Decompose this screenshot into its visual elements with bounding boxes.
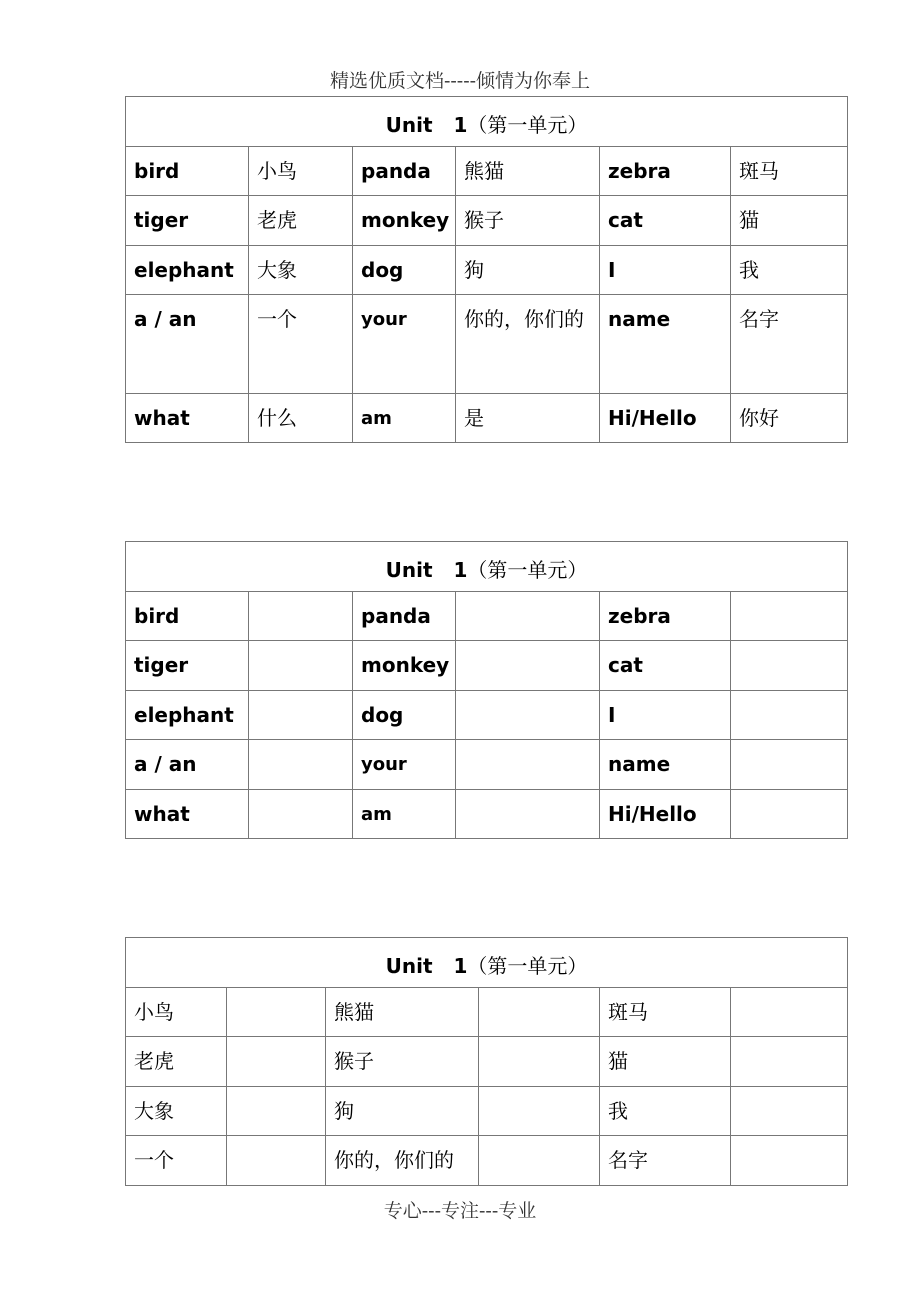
- title-english: Unit 1: [385, 954, 468, 978]
- chinese-word-cell: 小鸟: [249, 147, 353, 196]
- title-english: Unit 1: [385, 558, 468, 582]
- blank-answer-cell[interactable]: [731, 1037, 848, 1087]
- chinese-word-cell: 老虎: [249, 196, 353, 246]
- chinese-word-cell: 狗: [456, 246, 600, 295]
- english-word-cell: I: [600, 246, 731, 295]
- chinese-word-cell: 猴子: [456, 196, 600, 246]
- chinese-word-cell: 什么: [249, 394, 353, 443]
- table-row: [126, 691, 848, 740]
- chinese-word-cell: 斑马: [600, 988, 731, 1037]
- table-row: [126, 196, 848, 246]
- english-word-cell: am: [353, 394, 456, 443]
- table-title: [126, 938, 848, 988]
- chinese-word-cell: 你的，你们的: [456, 295, 600, 394]
- blank-answer-cell[interactable]: [456, 740, 600, 790]
- english-word-cell: tiger: [126, 641, 249, 691]
- table-row: [126, 295, 848, 394]
- page-footer: 专心---专注---专业: [383, 1200, 537, 1222]
- english-word-cell: cat: [600, 196, 731, 246]
- english-word-cell: a / an: [126, 740, 249, 790]
- vocab-table-english-chinese: [125, 96, 848, 443]
- chinese-word-cell: 熊猫: [456, 147, 600, 196]
- blank-answer-cell[interactable]: [731, 988, 848, 1037]
- blank-answer-cell[interactable]: [479, 1136, 600, 1186]
- chinese-word-cell: 你好: [731, 394, 848, 443]
- english-word-cell: Hi/Hello: [600, 394, 731, 443]
- page-header: 精选优质文档-----倾情为你奉上: [329, 70, 591, 92]
- chinese-word-cell: 一个: [126, 1136, 227, 1186]
- table-row: [126, 1087, 848, 1136]
- english-word-cell: monkey: [353, 641, 456, 691]
- chinese-word-cell: 猫: [731, 196, 848, 246]
- chinese-word-cell: 熊猫: [326, 988, 479, 1037]
- blank-answer-cell[interactable]: [731, 592, 848, 641]
- title-english: Unit 1: [385, 113, 468, 137]
- english-word-cell: what: [126, 394, 249, 443]
- chinese-word-cell: 我: [731, 246, 848, 295]
- chinese-word-cell: 一个: [249, 295, 353, 394]
- blank-answer-cell[interactable]: [456, 691, 600, 740]
- table-row: [126, 394, 848, 443]
- table-row: [126, 740, 848, 790]
- blank-answer-cell[interactable]: [479, 988, 600, 1037]
- english-word-cell: name: [600, 740, 731, 790]
- blank-answer-cell[interactable]: [249, 691, 353, 740]
- table-row: [126, 641, 848, 691]
- english-word-cell: elephant: [126, 246, 249, 295]
- table-title: [126, 97, 848, 147]
- english-word-cell: zebra: [600, 592, 731, 641]
- english-word-cell: I: [600, 691, 731, 740]
- chinese-word-cell: 名字: [600, 1136, 731, 1186]
- english-word-cell: a / an: [126, 295, 249, 394]
- english-word-cell: tiger: [126, 196, 249, 246]
- english-word-cell: what: [126, 790, 249, 839]
- english-word-cell: Hi/Hello: [600, 790, 731, 839]
- english-word-cell: elephant: [126, 691, 249, 740]
- english-word-cell: dog: [353, 691, 456, 740]
- english-word-cell: dog: [353, 246, 456, 295]
- table-row: [126, 988, 848, 1037]
- table-row: [126, 592, 848, 641]
- english-word-cell: name: [600, 295, 731, 394]
- english-word-cell: monkey: [353, 196, 456, 246]
- english-word-cell: cat: [600, 641, 731, 691]
- english-word-cell: zebra: [600, 147, 731, 196]
- chinese-word-cell: 是: [456, 394, 600, 443]
- title-chinese: （第一单元）: [467, 113, 588, 137]
- vocab-table-chinese-blank: [125, 937, 848, 1186]
- english-word-cell: bird: [126, 147, 249, 196]
- blank-answer-cell[interactable]: [249, 790, 353, 839]
- blank-answer-cell[interactable]: [456, 592, 600, 641]
- blank-answer-cell[interactable]: [731, 1087, 848, 1136]
- table-row: [126, 1136, 848, 1186]
- title-chinese: （第一单元）: [467, 954, 588, 978]
- chinese-word-cell: 大象: [126, 1087, 227, 1136]
- blank-answer-cell[interactable]: [227, 1136, 326, 1186]
- blank-answer-cell[interactable]: [731, 740, 848, 790]
- title-chinese: （第一单元）: [467, 558, 588, 582]
- blank-answer-cell[interactable]: [731, 691, 848, 740]
- blank-answer-cell[interactable]: [456, 790, 600, 839]
- blank-answer-cell[interactable]: [227, 1087, 326, 1136]
- blank-answer-cell[interactable]: [249, 641, 353, 691]
- english-word-cell: bird: [126, 592, 249, 641]
- table-title-row: [126, 542, 848, 592]
- blank-answer-cell[interactable]: [249, 592, 353, 641]
- chinese-word-cell: 你的，你们的: [326, 1136, 479, 1186]
- english-word-cell: am: [353, 790, 456, 839]
- blank-answer-cell[interactable]: [479, 1087, 600, 1136]
- chinese-word-cell: 小鸟: [126, 988, 227, 1037]
- english-word-cell: your: [353, 295, 456, 394]
- chinese-word-cell: 斑马: [731, 147, 848, 196]
- blank-answer-cell[interactable]: [731, 1136, 848, 1186]
- table-row: [126, 246, 848, 295]
- english-word-cell: your: [353, 740, 456, 790]
- blank-answer-cell[interactable]: [731, 641, 848, 691]
- chinese-word-cell: 我: [600, 1087, 731, 1136]
- table-row: [126, 1037, 848, 1087]
- english-word-cell: panda: [353, 147, 456, 196]
- blank-answer-cell[interactable]: [456, 641, 600, 691]
- chinese-word-cell: 大象: [249, 246, 353, 295]
- chinese-word-cell: 猫: [600, 1037, 731, 1087]
- vocab-table-english-blank: [125, 541, 848, 839]
- table-title-row: [126, 938, 848, 988]
- chinese-word-cell: 老虎: [126, 1037, 227, 1087]
- blank-answer-cell[interactable]: [731, 790, 848, 839]
- blank-answer-cell[interactable]: [227, 988, 326, 1037]
- table-title-row: [126, 97, 848, 147]
- chinese-word-cell: 名字: [731, 295, 848, 394]
- blank-answer-cell[interactable]: [479, 1037, 600, 1087]
- blank-answer-cell[interactable]: [227, 1037, 326, 1087]
- chinese-word-cell: 狗: [326, 1087, 479, 1136]
- chinese-word-cell: 猴子: [326, 1037, 479, 1087]
- english-word-cell: panda: [353, 592, 456, 641]
- blank-answer-cell[interactable]: [249, 740, 353, 790]
- table-row: [126, 790, 848, 839]
- table-row: [126, 147, 848, 196]
- table-title: [126, 542, 848, 592]
